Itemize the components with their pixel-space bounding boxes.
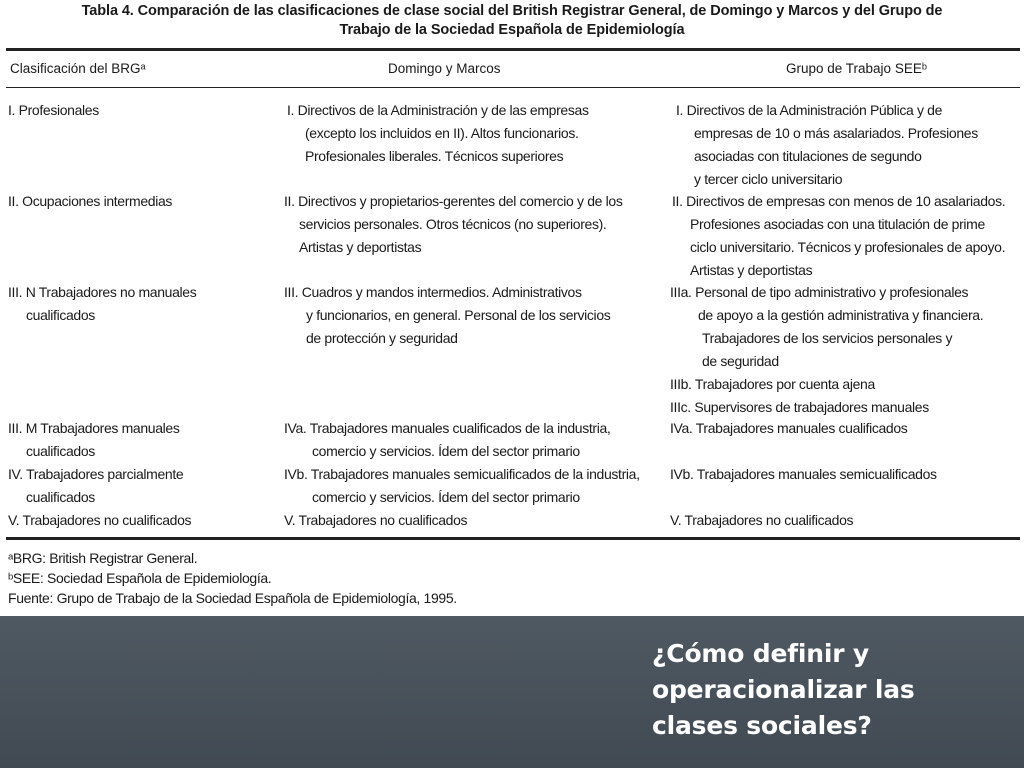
cell-line: ciclo universitario. Técnicos y profesionales de apoyo. — [690, 239, 1006, 255]
table-cell-dm — [284, 463, 640, 509]
table-cell-dm — [284, 190, 622, 259]
table-cell-brg — [8, 509, 191, 532]
table-cell-dm — [284, 281, 610, 350]
cell-line: V. Trabajadores no cualificados — [284, 512, 468, 528]
footnote-see: ᵇSEE: Sociedad Española de Epidemiología. — [8, 570, 272, 586]
cell-line: y funcionarios, en general. Personal de los servicios — [306, 307, 611, 323]
cell-line: comercio y servicios. Ídem del sector primario — [312, 489, 580, 505]
cell-line: asociadas con titulaciones de segundo — [694, 148, 922, 164]
table-cell-see — [670, 463, 937, 486]
cell-line: comercio y servicios. Ídem del sector primario — [312, 443, 580, 459]
cell-line: III. N Trabajadores no manuales — [8, 284, 197, 300]
table-cell-brg — [8, 417, 180, 463]
cell-line: Artistas y deportistas — [299, 239, 422, 255]
footnote-brg: ᵃBRG: British Registrar General. — [8, 550, 198, 566]
cell-line: empresas de 10 o más asalariados. Profesiones — [694, 125, 978, 141]
table-cell-brg — [8, 281, 196, 327]
cell-line: cualificados — [26, 443, 95, 459]
cell-line: II. Directivos de empresas con menos de 10 asalariados. — [672, 193, 1006, 209]
cell-line: Profesiones asociadas con una titulación de prime — [690, 216, 985, 232]
header-top-rule — [6, 48, 1020, 51]
table-title-line: Tabla 4. Comparación de las clasificaciones de clase social del British Registrar General, de Domingo y Marcos y del Grupo de — [81, 3, 943, 19]
cell-line: I. Directivos de la Administración Pública y de — [676, 102, 943, 118]
cell-line: y tercer ciclo universitario — [694, 171, 843, 187]
cell-line: Profesionales liberales. Técnicos superiores — [305, 148, 564, 164]
cell-line: I. Directivos de la Administración y de las empresas — [287, 102, 589, 118]
cell-line: III. Cuadros y mandos intermedios. Administrativos — [284, 284, 582, 300]
table-cell-brg — [8, 99, 99, 122]
slide-question — [652, 636, 1012, 744]
cell-line: IIIc. Supervisores de trabajadores manuales — [670, 399, 929, 415]
table-title-line: Trabajo de la Sociedad Española de Epidemiología — [339, 22, 685, 38]
table-cell-dm — [284, 509, 467, 532]
table-cell-dm — [287, 99, 589, 168]
header-grupo-see: Grupo de Trabajo SEEᵇ — [786, 61, 927, 76]
footnote-source: Fuente: Grupo de Trabajo de la Sociedad Española de Epidemiología, 1995. — [8, 590, 457, 606]
cell-line: IVb. Trabajadores manuales semicualificados — [670, 466, 937, 482]
question-line: ¿Cómo definir y — [652, 639, 869, 668]
table-cell-see — [672, 190, 1005, 282]
cell-line: III. M Trabajadores manuales — [8, 420, 180, 436]
header-brg: Clasificación del BRGᵃ — [10, 61, 146, 76]
cell-line: V. Trabajadores no cualificados — [670, 512, 854, 528]
table-cell-brg — [8, 190, 172, 213]
cell-line: II. Directivos y propietarios-gerentes del comercio y de los — [284, 193, 623, 209]
cell-line: de seguridad — [702, 353, 779, 369]
question-line: operacionalizar las — [652, 675, 915, 704]
table-cell-see — [670, 281, 983, 419]
table-cell-brg — [8, 463, 183, 509]
cell-line: cualificados — [26, 489, 95, 505]
cell-line: servicios personales. Otros técnicos (no superiores). — [299, 216, 607, 232]
table-cell-see — [670, 509, 853, 532]
cell-line: IVa. Trabajadores manuales cualificados — [670, 420, 908, 436]
cell-line: IIIb. Trabajadores por cuenta ajena — [670, 376, 875, 392]
header-bottom-rule — [6, 87, 1020, 88]
cell-line: de protección y seguridad — [306, 330, 458, 346]
cell-line: cualificados — [26, 307, 95, 323]
cell-line: (excepto los incluidos en II). Altos funcionarios. — [305, 125, 579, 141]
header-domingo-marcos: Domingo y Marcos — [388, 61, 501, 76]
cell-line: IIIa. Personal de tipo administrativo y profesionales — [670, 284, 969, 300]
table-cell-see — [676, 99, 978, 191]
table-title — [0, 2, 1024, 40]
cell-line: Artistas y deportistas — [690, 262, 813, 278]
cell-line: de apoyo a la gestión administrativa y financiera. — [698, 307, 984, 323]
cell-line: V. Trabajadores no cualificados — [8, 512, 192, 528]
table-cell-see — [670, 417, 907, 440]
cell-line: IVa. Trabajadores manuales cualificados de la industria, — [284, 420, 611, 436]
table-footnotes — [8, 548, 457, 608]
cell-line: Trabajadores de los servicios personales y — [702, 330, 953, 346]
question-line: clases sociales? — [652, 711, 872, 740]
cell-line: IVb. Trabajadores manuales semicualificados de la industria, — [284, 466, 640, 482]
table-cell-dm — [284, 417, 610, 463]
table-bottom-rule — [6, 537, 1020, 540]
cell-line: IV. Trabajadores parcialmente — [8, 466, 184, 482]
cell-line: I. Profesionales — [8, 102, 99, 118]
cell-line: II. Ocupaciones intermedias — [8, 193, 173, 209]
